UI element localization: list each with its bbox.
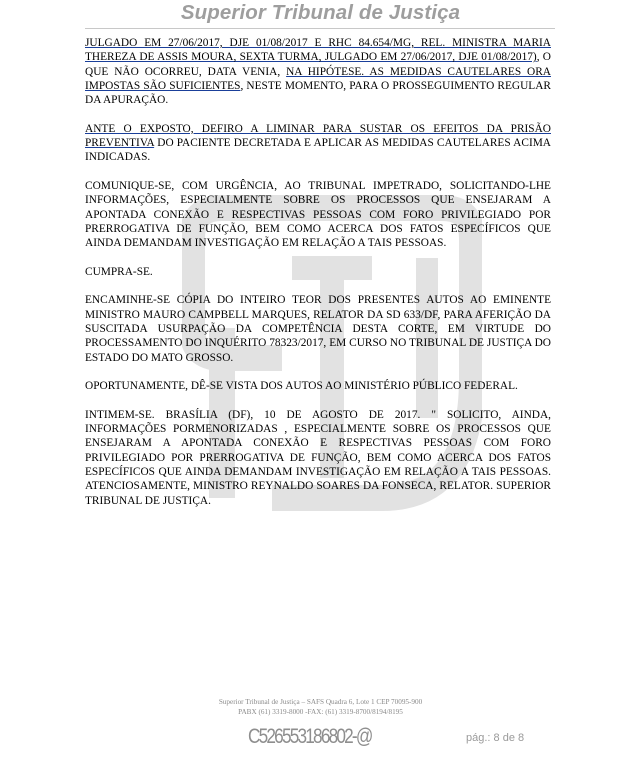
underlined-citation: JULGADO EM 27/06/2017, DJE 01/08/2017 E RHC 84.654/MG, REL. MINISTRA MARIA THEREZA DE ASSIS MOURA, SEXTA TURMA, JULGADO EM 27/06/2017, DJE 01/08/2017) bbox=[85, 37, 551, 64]
paragraph-jurisprudence bbox=[85, 36, 551, 107]
court-name-header: Superior Tribunal de Justiça bbox=[180, 1, 461, 24]
paragraph-signature: INTIMEM-SE. BRASÍLIA (DF), 10 DE AGOSTO DE 2017. " SOLICITO, AINDA, INFORMAÇÕES PORMENORIZADAS , ESPECIALMENTE SOBRE OS PROCESSOS QUE ENSEJARAM A APONTADA CONEXÃO E RESPECTIVAS PESSOAS COM FORO PRIVILEGIADO POR PRERROGATIVA DE FUNÇÃO, BEM COMO ACERCA DOS FATOS ESPECÍFICOS QUE AINDA DEMANDAM INVESTIGAÇÃO EM RELAÇÃO A TAIS PESSOAS. ATENCIOSAMENTE, MINISTRO REYNALDO SOARES DA FONSECA, RELATOR. SUPERIOR TRIBUNAL DE JUSTIÇA. bbox=[85, 408, 551, 507]
paragraph-cumpra-se: CUMPRA-SE. bbox=[85, 265, 153, 278]
paragraph-forwarding: ENCAMINHE-SE CÓPIA DO INTEIRO TEOR DOS PRESENTES AUTOS AO EMINENTE MINISTRO MAURO CAMPBELL MARQUES, RELATOR DA SD 633/DF, PARA AFERIÇÃO DA SUSCITADA USURPAÇÃO DA COMPETÊNCIA DESTA CORTE, EM VIRTUDE DO PROCESSAMENTO DO INQUÉRITO 78323/2017, EM CURSO NO TRIBUNAL DE JUSTIÇA DO ESTADO DO MATO GROSSO. bbox=[85, 294, 551, 364]
document-barcode: C526553186802-@ bbox=[248, 725, 372, 748]
text-segment: DO PACIENTE DECRETADA E APLICAR AS MEDIDAS CAUTELARES ACIMA INDICADAS. bbox=[85, 137, 551, 164]
text-segment: , NESTE MOMENTO, PARA O PROSSEGUIMENTO REGULAR DA APURAÇÃO. bbox=[85, 79, 551, 107]
paragraph-communication: COMUNIQUE-SE, COM URGÊNCIA, AO TRIBUNAL IMPETRADO, SOLICITANDO-LHE INFORMAÇÕES, ESPECIALMENTE SOBRE OS PROCESSOS QUE ENSEJARAM A APONTADA CONEXÃO E RESPECTIVAS PESSOAS COM FORO PRIVILEGIADO POR PRERROGATIVA DE FUNÇÃO, BEM COMO ACERCA DOS FATOS ESPECÍFICOS QUE AINDA DEMANDAM INVESTIGAÇÃO EM RELAÇÃO A TAIS PESSOAS. bbox=[85, 179, 551, 250]
paragraph-ruling bbox=[85, 122, 551, 165]
decision-text bbox=[85, 36, 551, 522]
footer-address bbox=[0, 698, 641, 717]
text-segment: , O QUE NÃO OCORREU, DATA VENIA, bbox=[85, 51, 551, 78]
header-divider bbox=[85, 28, 555, 29]
underlined-conclusion: NA HIPÓTESE. AS MEDIDAS CAUTELARES ORA IMPOSTAS SÃO SUFICIENTES bbox=[85, 65, 551, 92]
page-number: pág.: 8 de 8 bbox=[466, 732, 525, 744]
underlined-ruling: ANTE O EXPOSTO, DEFIRO A LIMINAR PARA SUSTAR OS EFEITOS DA PRISÃO PREVENTIVA bbox=[85, 122, 551, 150]
footer-phone-line: PABX (61) 3319-8000 -FAX: (61) 3319-8700/8194/8195 bbox=[238, 707, 403, 716]
paragraph-mpf: OPORTUNAMENTE, DÊ-SE VISTA DOS AUTOS AO MINISTÉRIO PÚBLICO FEDERAL. bbox=[85, 380, 518, 393]
footer-address-line: Superior Tribunal de Justiça – SAFS Quadra 6, Lote 1 CEP 70095-900 bbox=[218, 698, 423, 706]
